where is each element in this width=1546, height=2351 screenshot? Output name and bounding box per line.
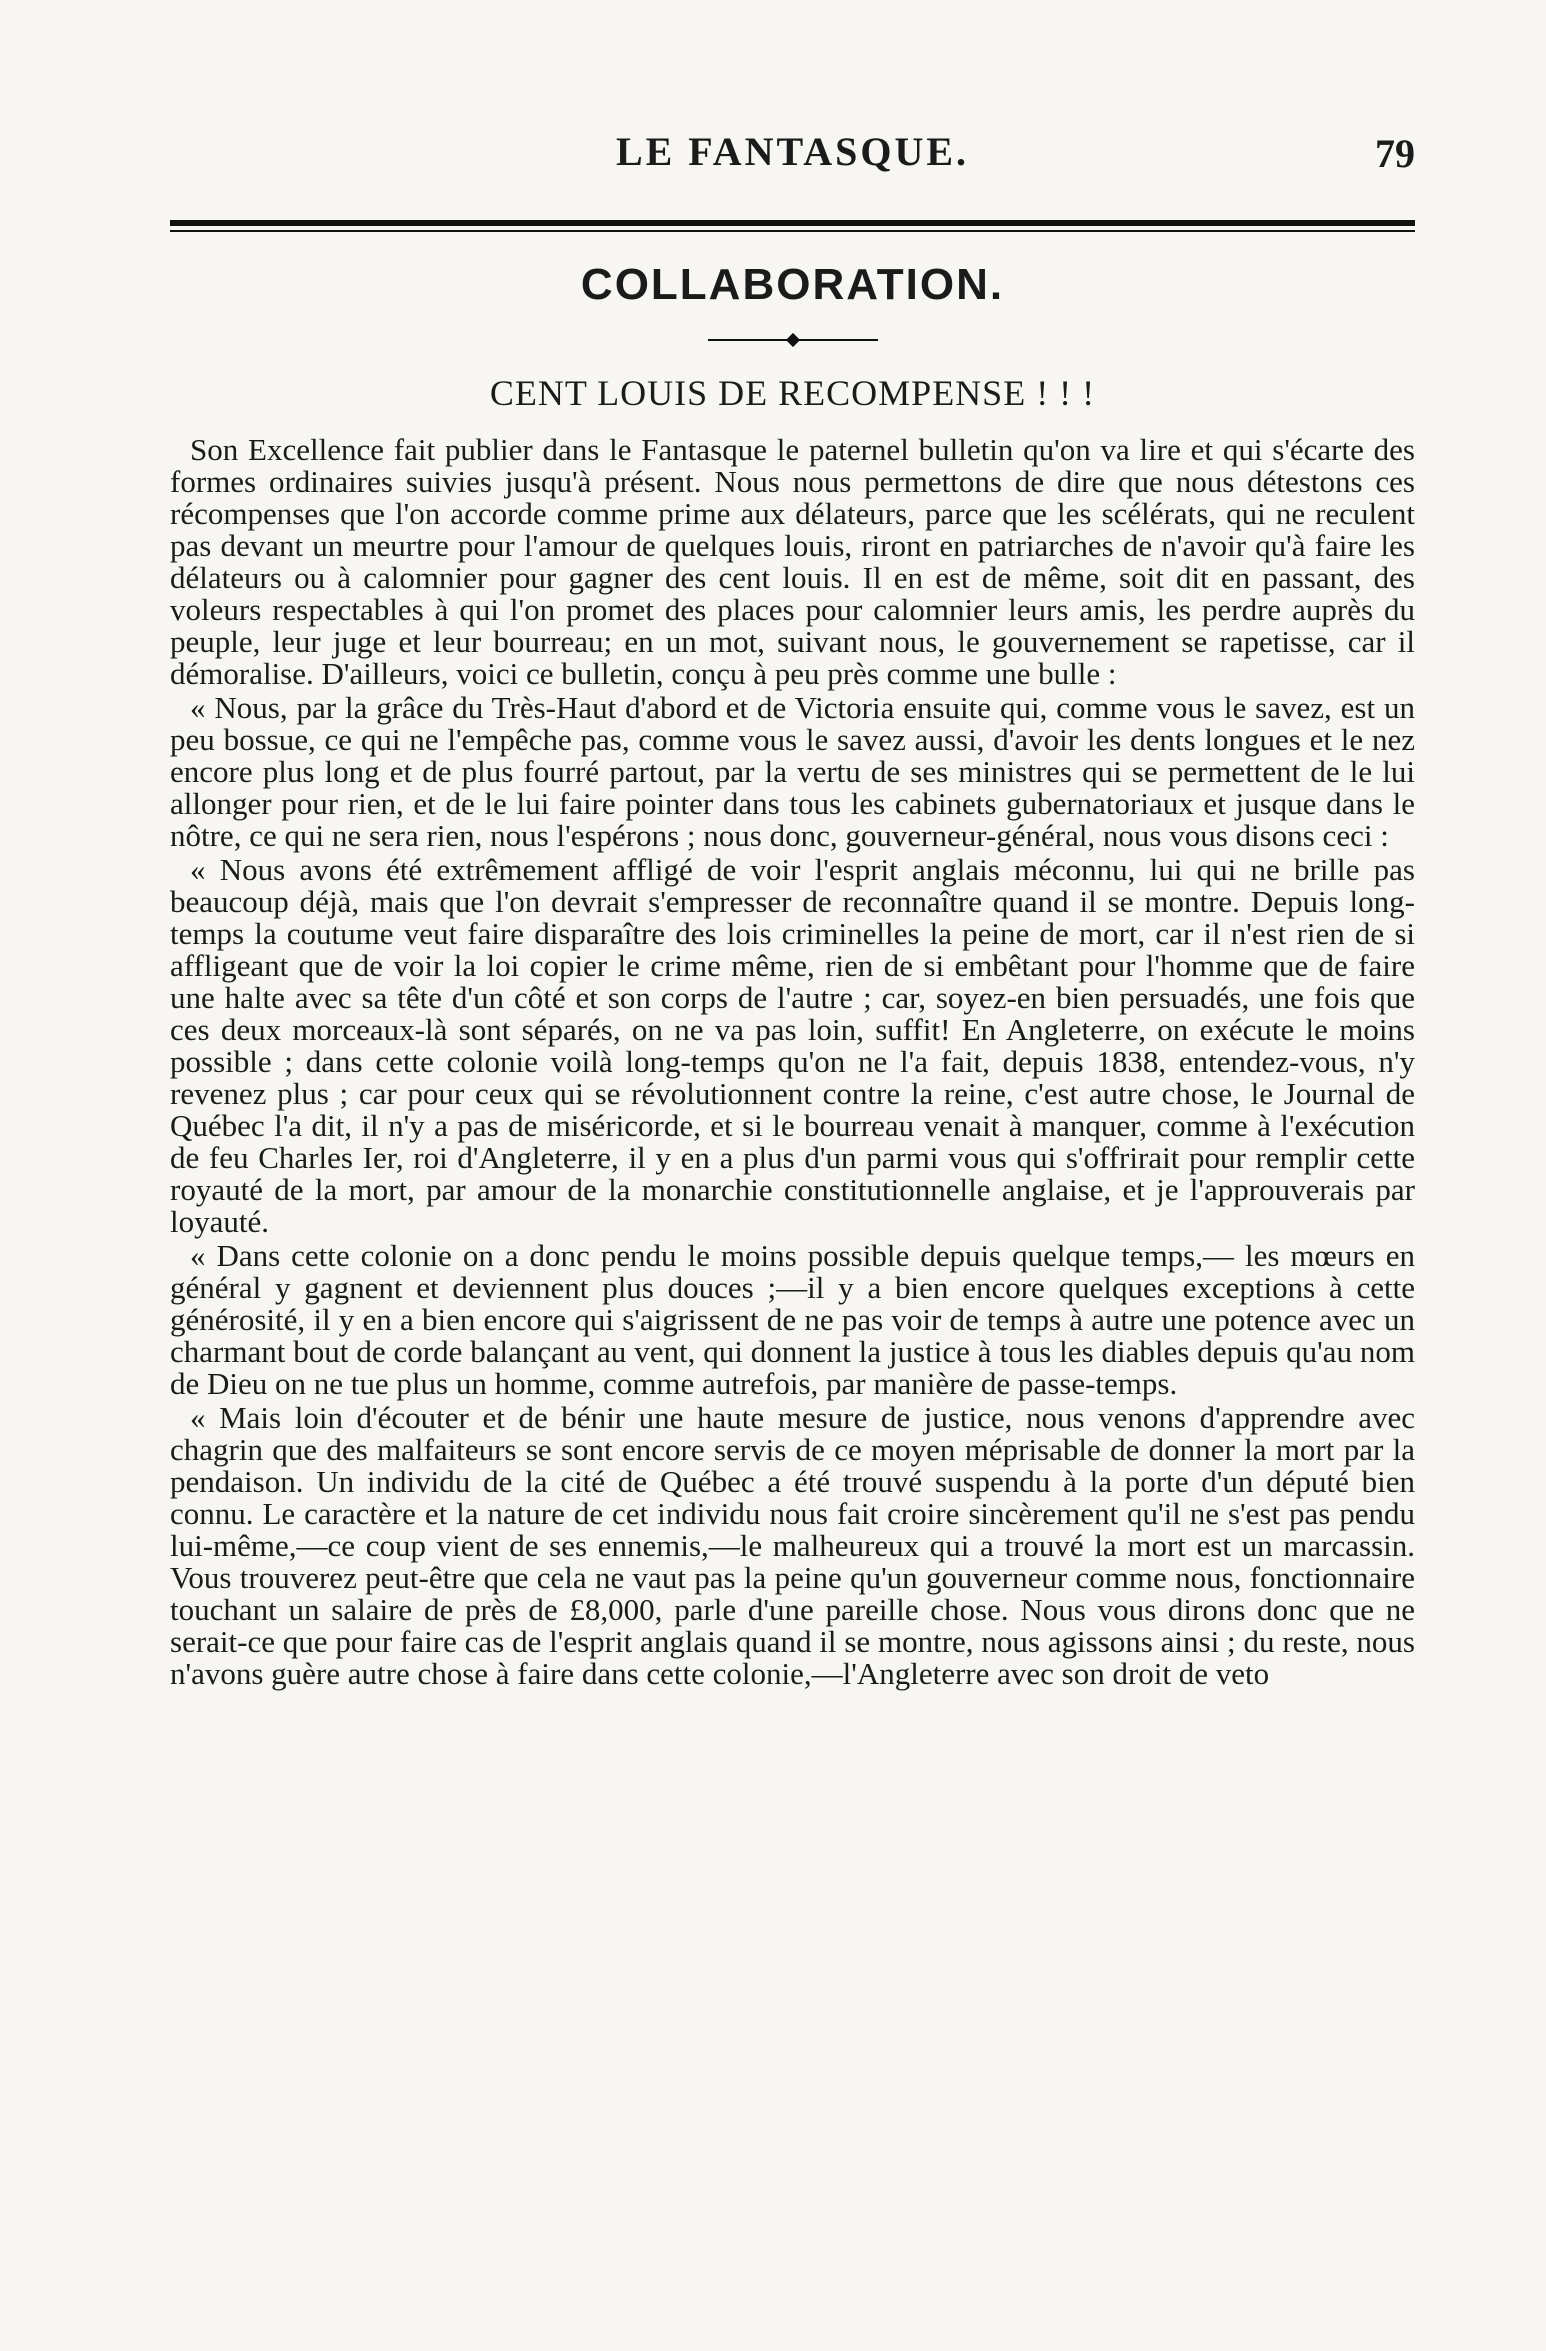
article-paragraph: « Nous avons été extrêmement affligé de voir l'esprit anglais méconnu, lui qui ne brille pas beaucoup déjà, mais que l'on devrait s'empresser de reconnaître quand il se montre. Depuis long-temps la coutume veut faire disparaître des lois criminelles la peine de mort, car il n'est rien de si affligeant que de voir la loi copier le crime même, rien de si embêtant pour l'homme que de faire une halte avec sa tête d'un côté et son corps de l'autre ; car, soyez-en bien persuadés, une fois que ces deux morceaux-là sont séparés, on ne va pas loin, suffit! En Angleterre, on exécute le moins possible ; dans cette colonie voilà long-temps qu'on ne l'a fait, depuis 1838, entendez-vous, n'y revenez plus ; car pour ceux qui se révolutionnent contre la reine, c'est autre chose, le Journal de Québec l'a dit, il n'y a pas de miséricorde, et si le bourreau venait à manquer, comme à l'exécution de feu Charles Ier, roi d'Angleterre, il y en a plus d'un parmi vous qui s'offrirait pour remplir cette royauté de la mort, par amour de la monarchie constitutionnelle anglaise, et je l'approuverais par loyauté. xyxy=(170,852,1415,1239)
ornament-divider xyxy=(708,334,878,346)
article-body xyxy=(170,434,1415,1690)
article-paragraph: « Dans cette colonie on a donc pendu le moins possible depuis quelque temps,— les mœurs en général y gagnent et deviennent plus douces ;—il y a bien encore quelques exceptions à cette générosité, il y en a bien encore qui s'aigrissent de ne pas voir de temps à autre une potence avec un charmant bout de corde balançant au vent, qui donnent la justice à tous les diables depuis qu'au nom de Dieu on ne tue plus un homme, comme autrefois, par manière de passe-temps. xyxy=(170,1238,1415,1401)
page-number: 79 xyxy=(1375,131,1415,176)
article-paragraph: « Nous, par la grâce du Très-Haut d'abord et de Victoria ensuite qui, comme vous le savez, est un peu bossue, ce qui ne l'empêche pas, comme vous le savez aussi, d'avoir les dents longues et le nez encore plus long et de plus fourré partout, par la vertu de ses ministres qui se permettent de le lui allonger pour rien, et de le lui faire pointer dans tous les cabinets gubernatoriaux et jusque dans le nôtre, ce qui ne sera rien, nous l'espérons ; nous donc, gouverneur-général, nous vous disons ceci : xyxy=(170,690,1415,853)
article-title: CENT LOUIS DE RECOMPENSE ! ! ! xyxy=(489,373,1096,413)
header-double-rule xyxy=(170,220,1415,232)
running-head xyxy=(170,120,1415,180)
article-paragraph: Son Excellence fait publier dans le Fantasque le paternel bulletin qu'on va lire et qui s'écarte des formes ordinaires suivies jusqu'à présent. Nous nous permettons de dire que nous détestons ces récompenses que l'on accorde comme prime aux délateurs, parce que les scélérats, qui ne reculent pas devant un meurtre pour l'amour de quelques louis, riront en patriarches de n'avoir qu'à faire les délateurs ou à calomnier pour gagner des cent louis. Il en est de même, soit dit en passant, des voleurs respectables à qui l'on promet des places pour calomnier leurs amis, les perdre auprès du peuple, leur juge et leur bourreau; en un mot, suivant nous, le gouvernement se rapetisse, car il démoralise. D'ailleurs, voici ce bulletin, conçu à peu près comme une bulle : xyxy=(170,432,1415,691)
running-title: LE FANTASQUE. xyxy=(615,129,970,174)
section-title: COLLABORATION. xyxy=(580,260,1005,309)
article-paragraph: « Mais loin d'écouter et de bénir une haute mesure de justice, nous venons d'apprendre avec chagrin que des malfaiteurs se sont encore servis de ce moyen méprisable de donner la mort par la pendaison. Un individu de la cité de Québec a été trouvé suspendu à la porte d'un député bien connu. Le caractère et la nature de cet individu nous fait croire sincèrement qu'il ne s'est pas pendu lui-même,—ce coup vient de ses ennemis,—le malheureux qui a trouvé la mort est un marcassin. Vous trouverez peut-être que cela ne vaut pas la peine qu'un gouverneur comme nous, fonctionnaire touchant un salaire de près de £8,000, parle d'une pareille chose. Nous vous dirons donc que ne serait-ce que pour faire cas de l'esprit anglais quand il se montre, nous agissons ainsi ; du reste, nous n'avons guère autre chose à faire dans cette colonie,—l'Angleterre avec son droit de veto xyxy=(170,1400,1415,1691)
document-page xyxy=(170,120,1415,1690)
